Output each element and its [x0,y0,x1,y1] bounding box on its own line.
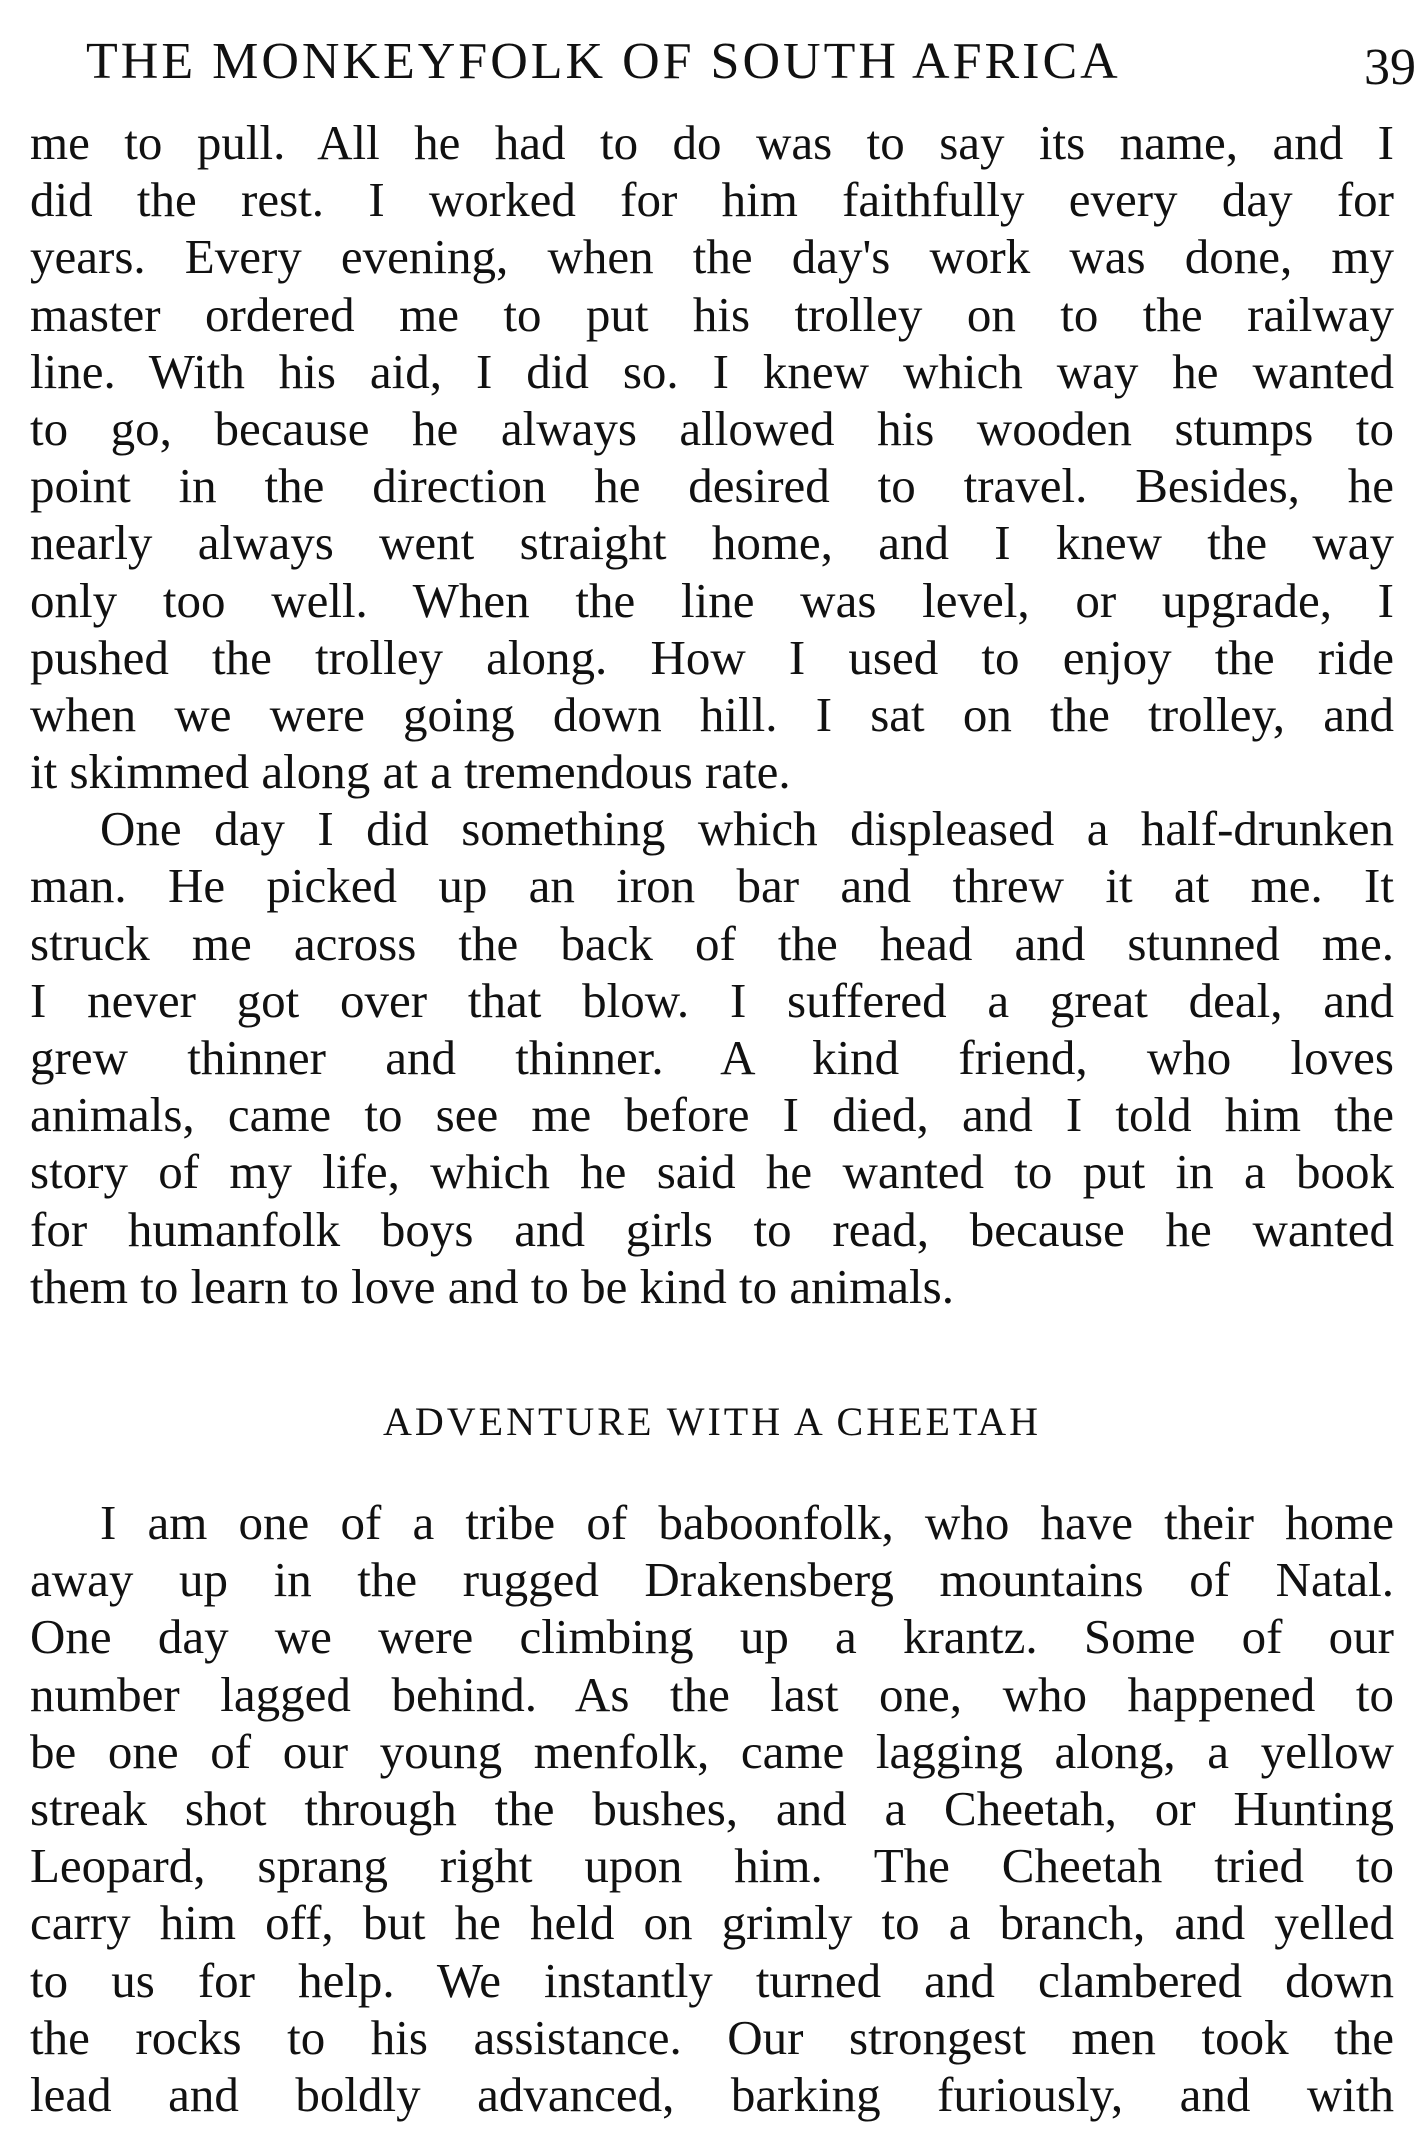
text-line: nearly always went straight home, and I knew the way [30,515,1394,571]
text-line: them to learn to love and to be kind to animals. [30,1258,954,1314]
text-line: did the rest. I worked for him faithfully every day for [30,172,1394,228]
text-line: carry him off, but he held on grimly to a branch, and yelled [30,1895,1394,1951]
text-line: pushed the trolley along. How I used to enjoy the ride [30,629,1394,685]
text-line: I never got over that blow. I suffered a great deal, and [30,972,1394,1028]
text-line: when we were going down hill. I sat on the trolley, and [30,686,1394,742]
section-paragraph [30,1494,1394,2123]
text-line: me to pull. All he had to do was to say its name, and I [30,115,1394,170]
text-line: it skimmed along at a tremendous rate. [30,744,791,800]
text-line: One day I did something which displeased a half-drunken [100,801,1394,857]
text-line: I am one of a tribe of baboonfolk, who have their home [100,1495,1394,1550]
text-line: to us for help. We instantly turned and clambered down [30,1952,1394,2008]
text-line: lead and boldly advanced, barking furiously, and with [30,2066,1394,2122]
text-line: struck me across the back of the head and stunned me. [30,915,1394,971]
text-line: animals, came to see me before I died, and I told him the [30,1087,1394,1143]
running-title: THE MONKEYFOLK OF SOUTH AFRICA [86,33,1121,90]
text-line: number lagged behind. As the last one, who happened to [30,1666,1394,1722]
text-line: man. He picked up an iron bar and threw it at me. It [30,858,1394,914]
section-heading: ADVENTURE WITH A CHEETAH [383,1399,1041,1444]
text-line: point in the direction he desired to travel. Besides, he [30,458,1394,514]
continued-paragraph [30,114,1394,1315]
text-line: story of my life, which he said he wanted to put in a book [30,1144,1394,1200]
text-line: only too well. When the line was level, or upgrade, I [30,572,1394,628]
text-line: the rocks to his assistance. Our strongest men took the [30,2009,1394,2065]
text-line: One day we were climbing up a krantz. Some of our [30,1609,1394,1665]
text-line: master ordered me to put his trolley on to the railway [30,286,1394,342]
text-line: line. With his aid, I did so. I knew which way he wanted [30,343,1394,399]
text-line: Leopard, sprang right upon him. The Cheetah tried to [30,1838,1394,1894]
text-line: years. Every evening, when the day's work was done, my [30,229,1394,285]
page-number: 39 [1364,39,1416,96]
text-line: away up in the rugged Drakensberg mountains of Natal. [30,1552,1394,1608]
text-line: streak shot through the bushes, and a Cheetah, or Hunting [30,1780,1394,1836]
book-page [30,0,1416,2156]
text-line: for humanfolk boys and girls to read, because he wanted [30,1201,1394,1257]
text-line: to go, because he always allowed his wooden stumps to [30,400,1394,456]
text-line: grew thinner and thinner. A kind friend, who loves [30,1030,1394,1085]
running-head [86,22,1416,102]
text-line: be one of our young menfolk, came lagging along, a yellow [30,1723,1394,1779]
